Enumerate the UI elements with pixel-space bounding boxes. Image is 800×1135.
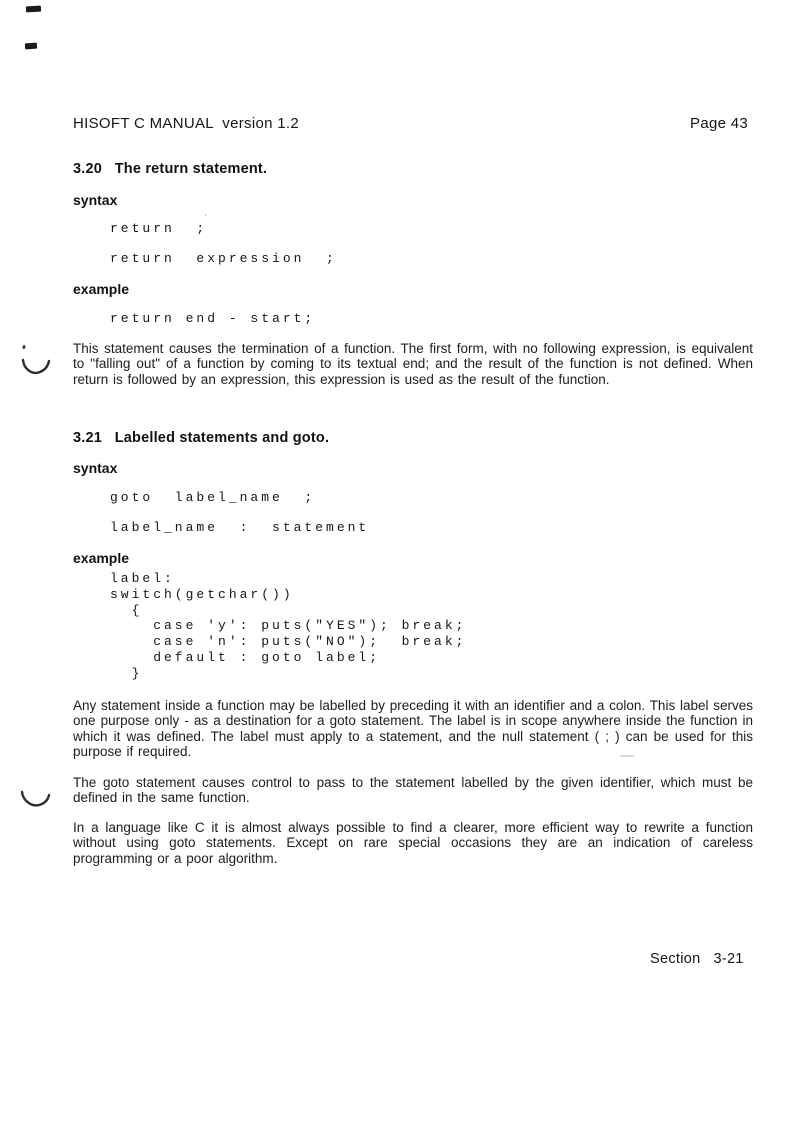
handwritten-check-mark [20,786,52,812]
page-number: Page 43 [690,115,748,132]
footer-section-label: Section 3-21 [650,951,744,967]
code-line: case 'y': puts("YES"); break; [110,618,467,634]
code-line: case 'n': puts("NO"); break; [110,634,467,650]
section-heading-3-20: 3.20 The return statement. [73,161,268,177]
code-line: } [110,665,143,681]
syntax-label: syntax [73,460,118,476]
scan-artifact-dash [26,6,41,13]
code-line: label: [110,571,175,586]
section-heading-3-21: 3.21 Labelled statements and goto. [73,430,330,446]
syntax-line: return ; [110,221,208,236]
paragraph-goto-description: The goto statement causes control to pass to the statement labelled by the given identifier, which must be defined in the same function. [73,775,753,806]
example-label: example [73,281,130,297]
code-line: switch(getchar()) [110,586,294,602]
code-line: default : goto label; [110,649,381,665]
scan-artifact-smudge [620,755,634,757]
example-code-block [110,571,466,682]
example-label: example [73,550,130,566]
scan-artifact-dash [25,43,37,50]
code-line: { [110,602,143,618]
syntax-label: syntax [73,192,118,208]
paragraph-goto-advice: In a language like C it is almost always possible to find a clearer, more efficient way to rewrite a function without using goto statements. Except on rare special occasions they are an indication of careless programming or a poor algorithm. [73,820,753,866]
paragraph-return-description: This statement causes the termination of a function. The first form, with no following expression, is equivalent to "falling out" of a function by coming to its textual end; and the result of the function is not defined. When return is followed by an expression, this expression is used as the result of the function. [73,341,753,387]
syntax-line: label_name : statement [110,520,370,535]
example-code-line: return end - start; [110,311,316,326]
scan-artifact-apostrophe: ' [205,213,207,223]
syntax-line: goto label_name ; [110,490,316,505]
handwritten-check-mark [20,344,52,378]
manual-title: HISOFT C MANUAL version 1.2 [73,115,299,132]
syntax-line: return expression ; [110,251,337,266]
paragraph-label-description: Any statement inside a function may be labelled by preceding it with an identifier and a colon. This label serves one purpose only - as a destination for a goto statement. The label is in scope anywhere inside the function in which it was defined. The label must apply to a statement, and the null statement ( ; ) can be used for this purpose if required. [73,698,753,759]
